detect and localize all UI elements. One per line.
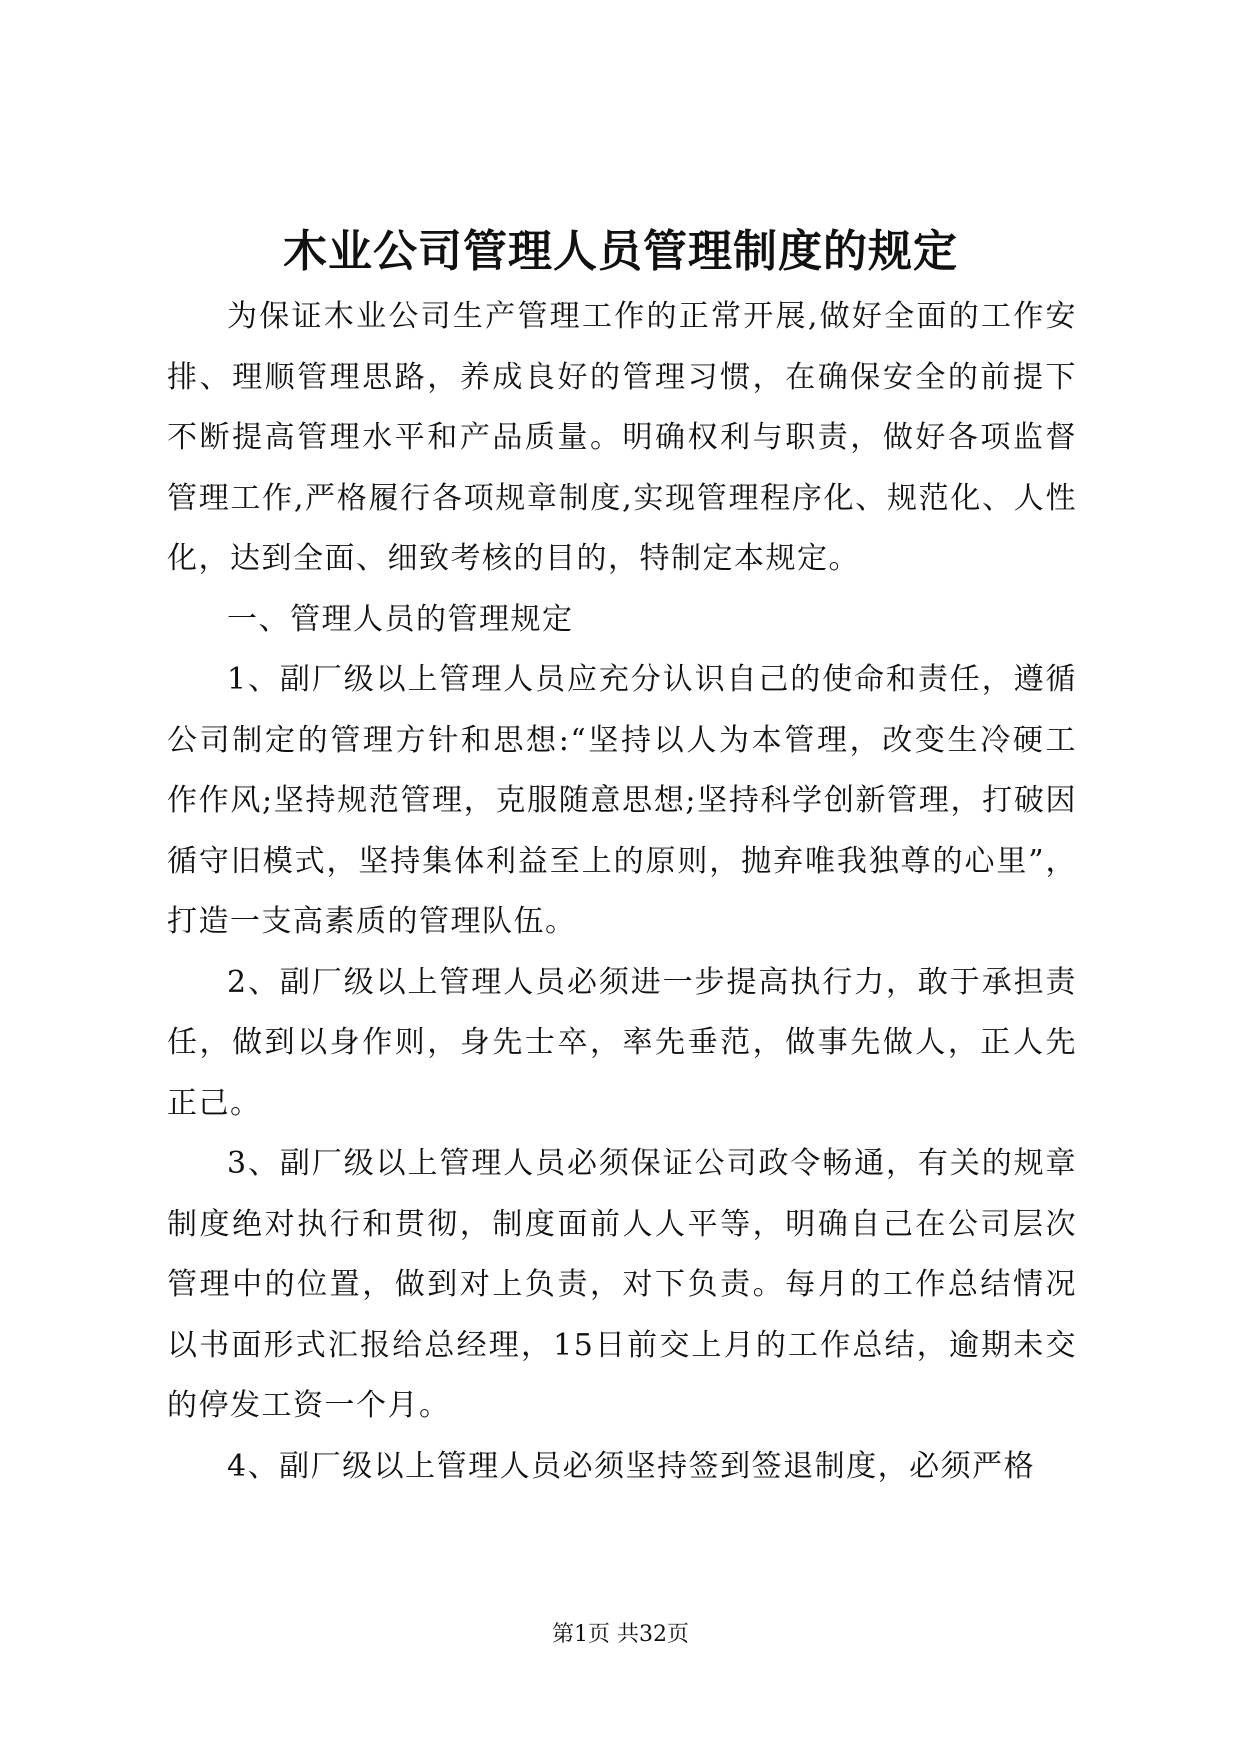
document-title: 木业公司管理人员管理制度的规定 xyxy=(283,226,958,277)
section-heading-1: 一、管理人员的管理规定 xyxy=(227,601,574,637)
paragraph-item-4: 4、副厂级以上管理人员必须坚持签到签退制度，必须严格 xyxy=(227,1448,1036,1484)
document-body xyxy=(167,287,1077,1497)
paragraph-item-3: 3、副厂级以上管理人员必须保证公司政令畅通，有关的规章制度绝对执行和贯彻，制度面前人人平等，明确自己在公司层次管理中的位置，做到对上负责，对下负责。每月的工作总结情况以书面形式汇报给总经理，15日前交上月的工作总结，逾期未交的停发工资一个月。 xyxy=(167,1146,1077,1423)
paragraph-item-1: 1、副厂级以上管理人员应充分认识自己的使命和责任，遵循公司制定的管理方针和思想:“坚持以人为本管理，改变生冷硬工作作风;坚持规范管理，克服随意思想;坚持科学创新管理，打破因循守旧模式，坚持集体利益至上的原则，抛弃唯我独尊的心里”，打造一支高素质的管理队伍。 xyxy=(167,662,1077,939)
page-number-footer: 第1页 共32页 xyxy=(552,1622,689,1647)
paragraph-intro: 为保证木业公司生产管理工作的正常开展,做好全面的工作安排、理顺管理思路，养成良好的管理习惯，在确保安全的前提下不断提高管理水平和产品质量。明确权利与职责，做好各项监督管理工作,严格履行各项规章制度,实现管理程序化、规范化、人性化，达到全面、细致考核的目的，特制定本规定。 xyxy=(167,299,1077,576)
paragraph-item-2: 2、副厂级以上管理人员必须进一步提高执行力，敢于承担责任，做到以身作则，身先士卒，率先垂范，做事先做人，正人先正己。 xyxy=(167,964,1077,1121)
